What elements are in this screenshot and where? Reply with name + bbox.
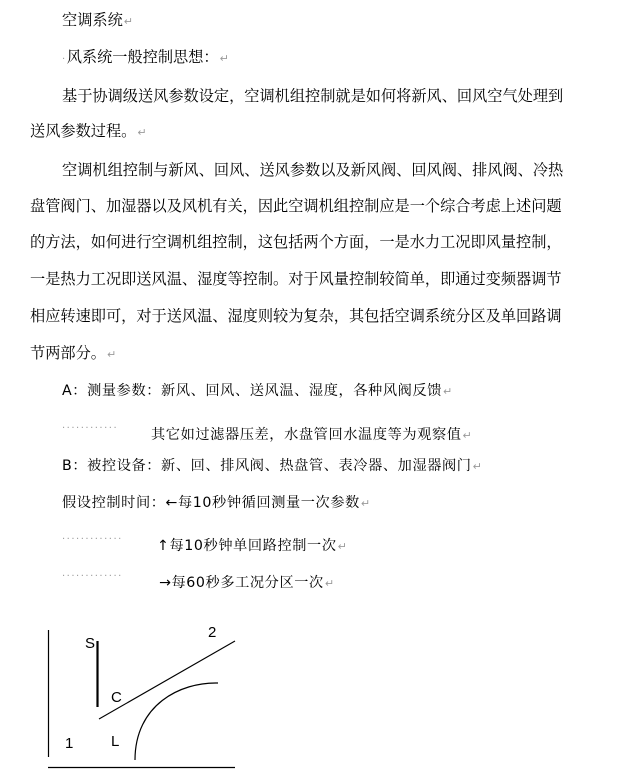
- paragraph2-line: [30, 269, 562, 289]
- paragraph1-line: [62, 86, 563, 106]
- paragraph2-line: [62, 160, 563, 180]
- text-run: 其它如过滤器压差，水盘管回水温度等为观察值: [151, 427, 462, 443]
- doc-subtitle-line: [62, 47, 229, 67]
- paragraph-mark-icon: ↵: [462, 429, 473, 442]
- paragraph2-line: [30, 232, 562, 252]
- text-run: B：被控设备：新、回、排风阀、热盘管、表冷器、加湿器阀门: [62, 458, 472, 474]
- text-run: 一是热力工况即送风温、湿度等控制。对于风量控制较简单，即通过变频器调节: [30, 270, 562, 288]
- control-diagram: [0, 600, 622, 777]
- text-run: 送风参数过程。: [30, 122, 137, 140]
- list-item-a-continuation: [62, 419, 473, 443]
- c-line: [99, 641, 235, 719]
- diagram-lines: [0, 600, 622, 777]
- text-run: 空调机组控制与新风、回风、送风参数以及新风阀、回风阀、排风阀、冷热: [62, 161, 564, 179]
- text-run: 节两部分。: [30, 344, 106, 362]
- paragraph-mark-icon: ↵: [337, 540, 348, 553]
- doc-title: 空调系统: [62, 11, 123, 29]
- paragraph-mark-icon: ↵: [324, 577, 335, 590]
- paragraph-mark-icon: ↵: [219, 52, 229, 65]
- text-run: 盘管阀门、加湿器以及风机有关，因此空调机组控制应是一个综合考虑上述问题: [30, 197, 562, 215]
- tab-leader: ·············: [62, 571, 123, 582]
- doc-title-line: [62, 10, 133, 30]
- label-2: 2: [208, 624, 217, 641]
- paragraph2-line: [30, 343, 116, 363]
- text-run: 假设控制时间：: [62, 495, 166, 511]
- text-run: 基于协调级送风参数设定，空调机组控制就是如何将新风、回风空气处理到: [62, 87, 564, 105]
- label-1: 1: [65, 735, 74, 752]
- paragraph-mark-icon: ↵: [106, 348, 117, 361]
- text-run: A：测量参数：新风、回风、送风温、湿度，各种风阀反馈: [62, 383, 442, 399]
- timing-line-2: [62, 530, 348, 554]
- label-c: C: [111, 689, 122, 706]
- paragraph-mark-icon: ↵: [137, 126, 147, 139]
- paragraph-mark-icon: ↵: [443, 385, 453, 398]
- tab-leader: ············: [62, 423, 119, 434]
- label-s: S: [85, 635, 96, 652]
- text-run: 相应转速即可，对于送风温、湿度则较为复杂，其包括空调系统分区及单回路调: [30, 307, 562, 325]
- timing-line-3: [62, 567, 335, 591]
- timing-line-1: [62, 493, 371, 513]
- text-run: →每60秒多工况分区一次: [159, 575, 324, 591]
- paragraph-mark-icon: ↵: [360, 497, 371, 510]
- text-run: ↑每10秒钟单回路控制一次: [157, 538, 337, 554]
- paragraph-mark-icon: ↵: [472, 460, 483, 473]
- list-marker: ·: [62, 54, 67, 65]
- text-run: ←每10秒钟循回测量一次参数: [165, 495, 360, 511]
- doc-subtitle: 风系统一般控制思想：: [66, 48, 219, 66]
- paragraph2-line: [30, 306, 562, 326]
- text-run: 的方法，如何进行空调机组控制，这包括两个方面，一是水力工况即风量控制，: [30, 233, 562, 251]
- list-item-b: [62, 456, 482, 476]
- label-l: L: [111, 733, 120, 750]
- paragraph2-line: [30, 196, 562, 216]
- paragraph1-line: [30, 121, 147, 141]
- l-curve: [135, 683, 218, 760]
- list-item-a: [62, 381, 453, 401]
- paragraph-mark-icon: ↵: [123, 15, 133, 28]
- tab-leader: ·············: [62, 534, 123, 545]
